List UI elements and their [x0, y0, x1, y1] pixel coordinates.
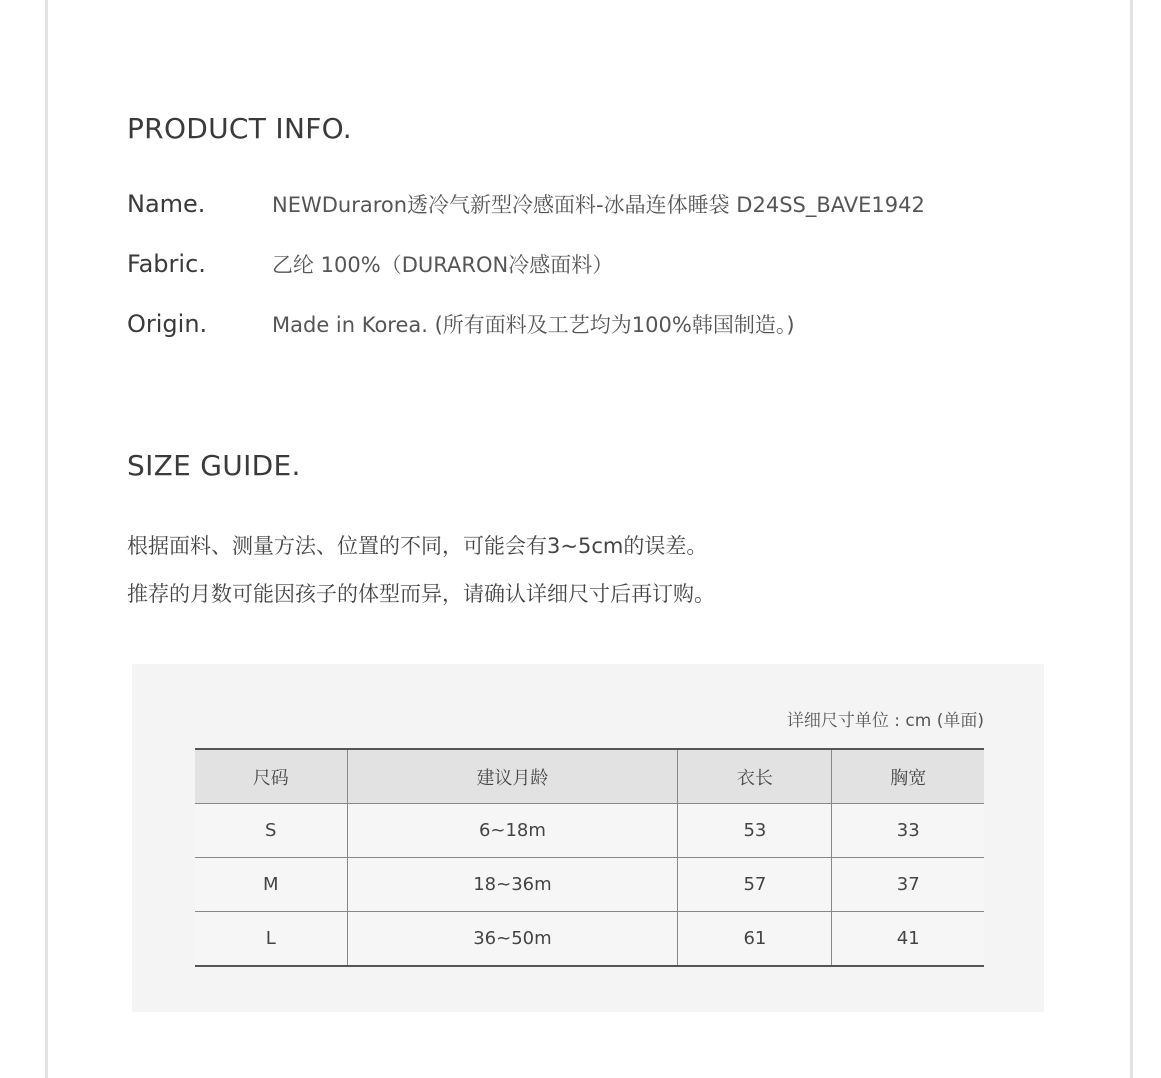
left-frame-border	[45, 0, 48, 1078]
fabric-label: Fabric.	[127, 250, 206, 278]
size-note-tolerance: 根据面料、测量方法、位置的不同，可能会有3~5cm的误差。	[127, 534, 708, 558]
right-frame-border	[1130, 0, 1133, 1078]
header-length: 衣长	[678, 749, 832, 804]
header-age: 建议月龄	[347, 749, 678, 804]
table-row	[195, 804, 984, 858]
table-row	[195, 912, 984, 967]
header-size: 尺码	[195, 749, 347, 804]
info-row-name	[127, 184, 925, 224]
size-guide-title: SIZE GUIDE.	[127, 449, 301, 482]
cell-size: S	[195, 804, 347, 858]
product-info-title: PRODUCT INFO.	[127, 112, 353, 145]
cell-length: 61	[678, 912, 832, 967]
cell-chest: 37	[832, 858, 984, 912]
fabric-value: 乙纶 100%（DURARON冷感面料）	[272, 253, 614, 277]
size-note-age: 推荐的月数可能因孩子的体型而异，请确认详细尺寸后再订购。	[127, 582, 715, 606]
cell-chest: 33	[832, 804, 984, 858]
info-row-fabric	[127, 244, 613, 284]
info-row-origin	[127, 304, 795, 344]
table-header-row	[195, 749, 984, 804]
cell-length: 57	[678, 858, 832, 912]
cell-length: 53	[678, 804, 832, 858]
name-label: Name.	[127, 190, 206, 218]
table-row	[195, 858, 984, 912]
cell-size: M	[195, 858, 347, 912]
cell-size: L	[195, 912, 347, 967]
header-chest: 胸宽	[832, 749, 984, 804]
cell-chest: 41	[832, 912, 984, 967]
cell-age: 36~50m	[347, 912, 678, 967]
size-table	[195, 748, 984, 967]
unit-note: 详细尺寸单位 : cm (单面)	[786, 711, 984, 731]
origin-value: Made in Korea. (所有面料及工艺均为100%韩国制造。)	[272, 313, 795, 337]
name-value: NEWDuraron透冷气新型冷感面料-冰晶连体睡袋 D24SS_BAVE1942	[272, 193, 925, 217]
size-table-panel	[132, 664, 1044, 1012]
origin-label: Origin.	[127, 310, 208, 338]
cell-age: 18~36m	[347, 858, 678, 912]
cell-age: 6~18m	[347, 804, 678, 858]
